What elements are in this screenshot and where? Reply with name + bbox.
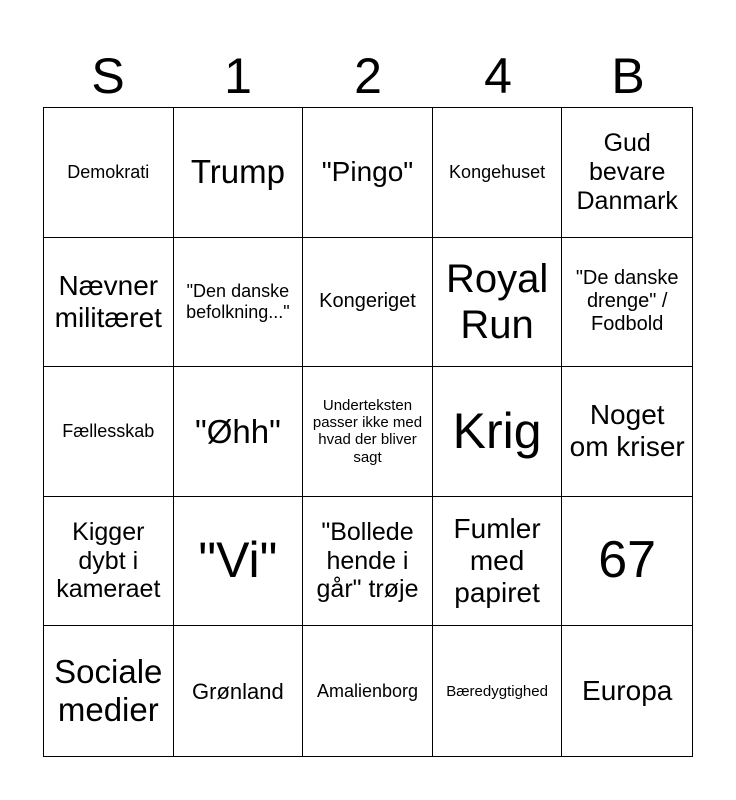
bingo-cell[interactable] [174,238,304,368]
bingo-cell[interactable] [562,238,692,368]
cell-text: Kongehuset [449,161,546,182]
cell-text: Demokrati [67,161,150,182]
bingo-cell[interactable] [44,626,174,756]
bingo-cell[interactable] [44,367,174,497]
cell-text: Nævner militæret [54,269,162,333]
bingo-cell[interactable] [44,497,174,627]
bingo-cell[interactable] [44,108,174,238]
cell-text: Fumler med papiret [453,512,541,609]
header-letter-s: S [91,48,125,104]
bingo-cell[interactable] [562,367,692,497]
bingo-cell[interactable] [562,626,692,756]
bingo-cell[interactable] [562,497,692,627]
bingo-cell[interactable] [433,108,563,238]
cell-text: "Bollede hende i går" trøje [316,517,419,604]
bingo-cell[interactable] [433,497,563,627]
bingo-cell[interactable] [174,497,304,627]
cell-text: Royal Run [445,256,549,347]
bingo-cell[interactable] [562,108,692,238]
header-letter-1: 1 [224,48,252,104]
bingo-cell[interactable] [303,108,433,238]
cell-text: "Øhh" [194,412,281,450]
cell-text: Krig [452,402,542,459]
bingo-cell[interactable] [303,367,433,497]
cell-text: Kongeriget [319,290,416,313]
cell-text: "Vi" [198,532,278,589]
header-letter-b: B [611,48,645,104]
bingo-cell[interactable] [433,238,563,368]
cell-text: Trump [190,153,285,191]
bingo-cell[interactable] [44,238,174,368]
bingo-cell[interactable] [303,238,433,368]
bingo-board [43,107,693,757]
bingo-cell[interactable] [433,626,563,756]
bingo-cell[interactable] [433,367,563,497]
header-letter-2: 2 [354,48,382,104]
cell-text: 67 [598,531,657,590]
cell-text: Fællesskab [62,421,155,442]
cell-text: Grønland [192,678,284,704]
bingo-cell[interactable] [303,497,433,627]
header-letter-4: 4 [484,48,512,104]
cell-text: Noget om kriser [569,399,685,463]
bingo-header [43,44,693,108]
bingo-cell[interactable] [303,626,433,756]
cell-text: "Pingo" [321,156,414,188]
cell-text: Kigger dybt i kameraet [56,517,161,604]
bingo-cell[interactable] [174,626,304,756]
bingo-cell[interactable] [174,367,304,497]
cell-text: Gud bevare Danmark [576,129,678,215]
cell-text: Sociale medier [54,653,163,729]
cell-text: "De danske drenge" / Fodbold [575,267,679,336]
cell-text: Europa [582,675,673,707]
cell-text: Underteksten passer ikke med hvad der bliver sagt [312,396,423,466]
cell-text: "Den danske befolkning..." [186,281,290,322]
cell-text: Bæredygtighed [446,682,548,700]
cell-text: Amalienborg [316,680,419,701]
bingo-cell[interactable] [174,108,304,238]
